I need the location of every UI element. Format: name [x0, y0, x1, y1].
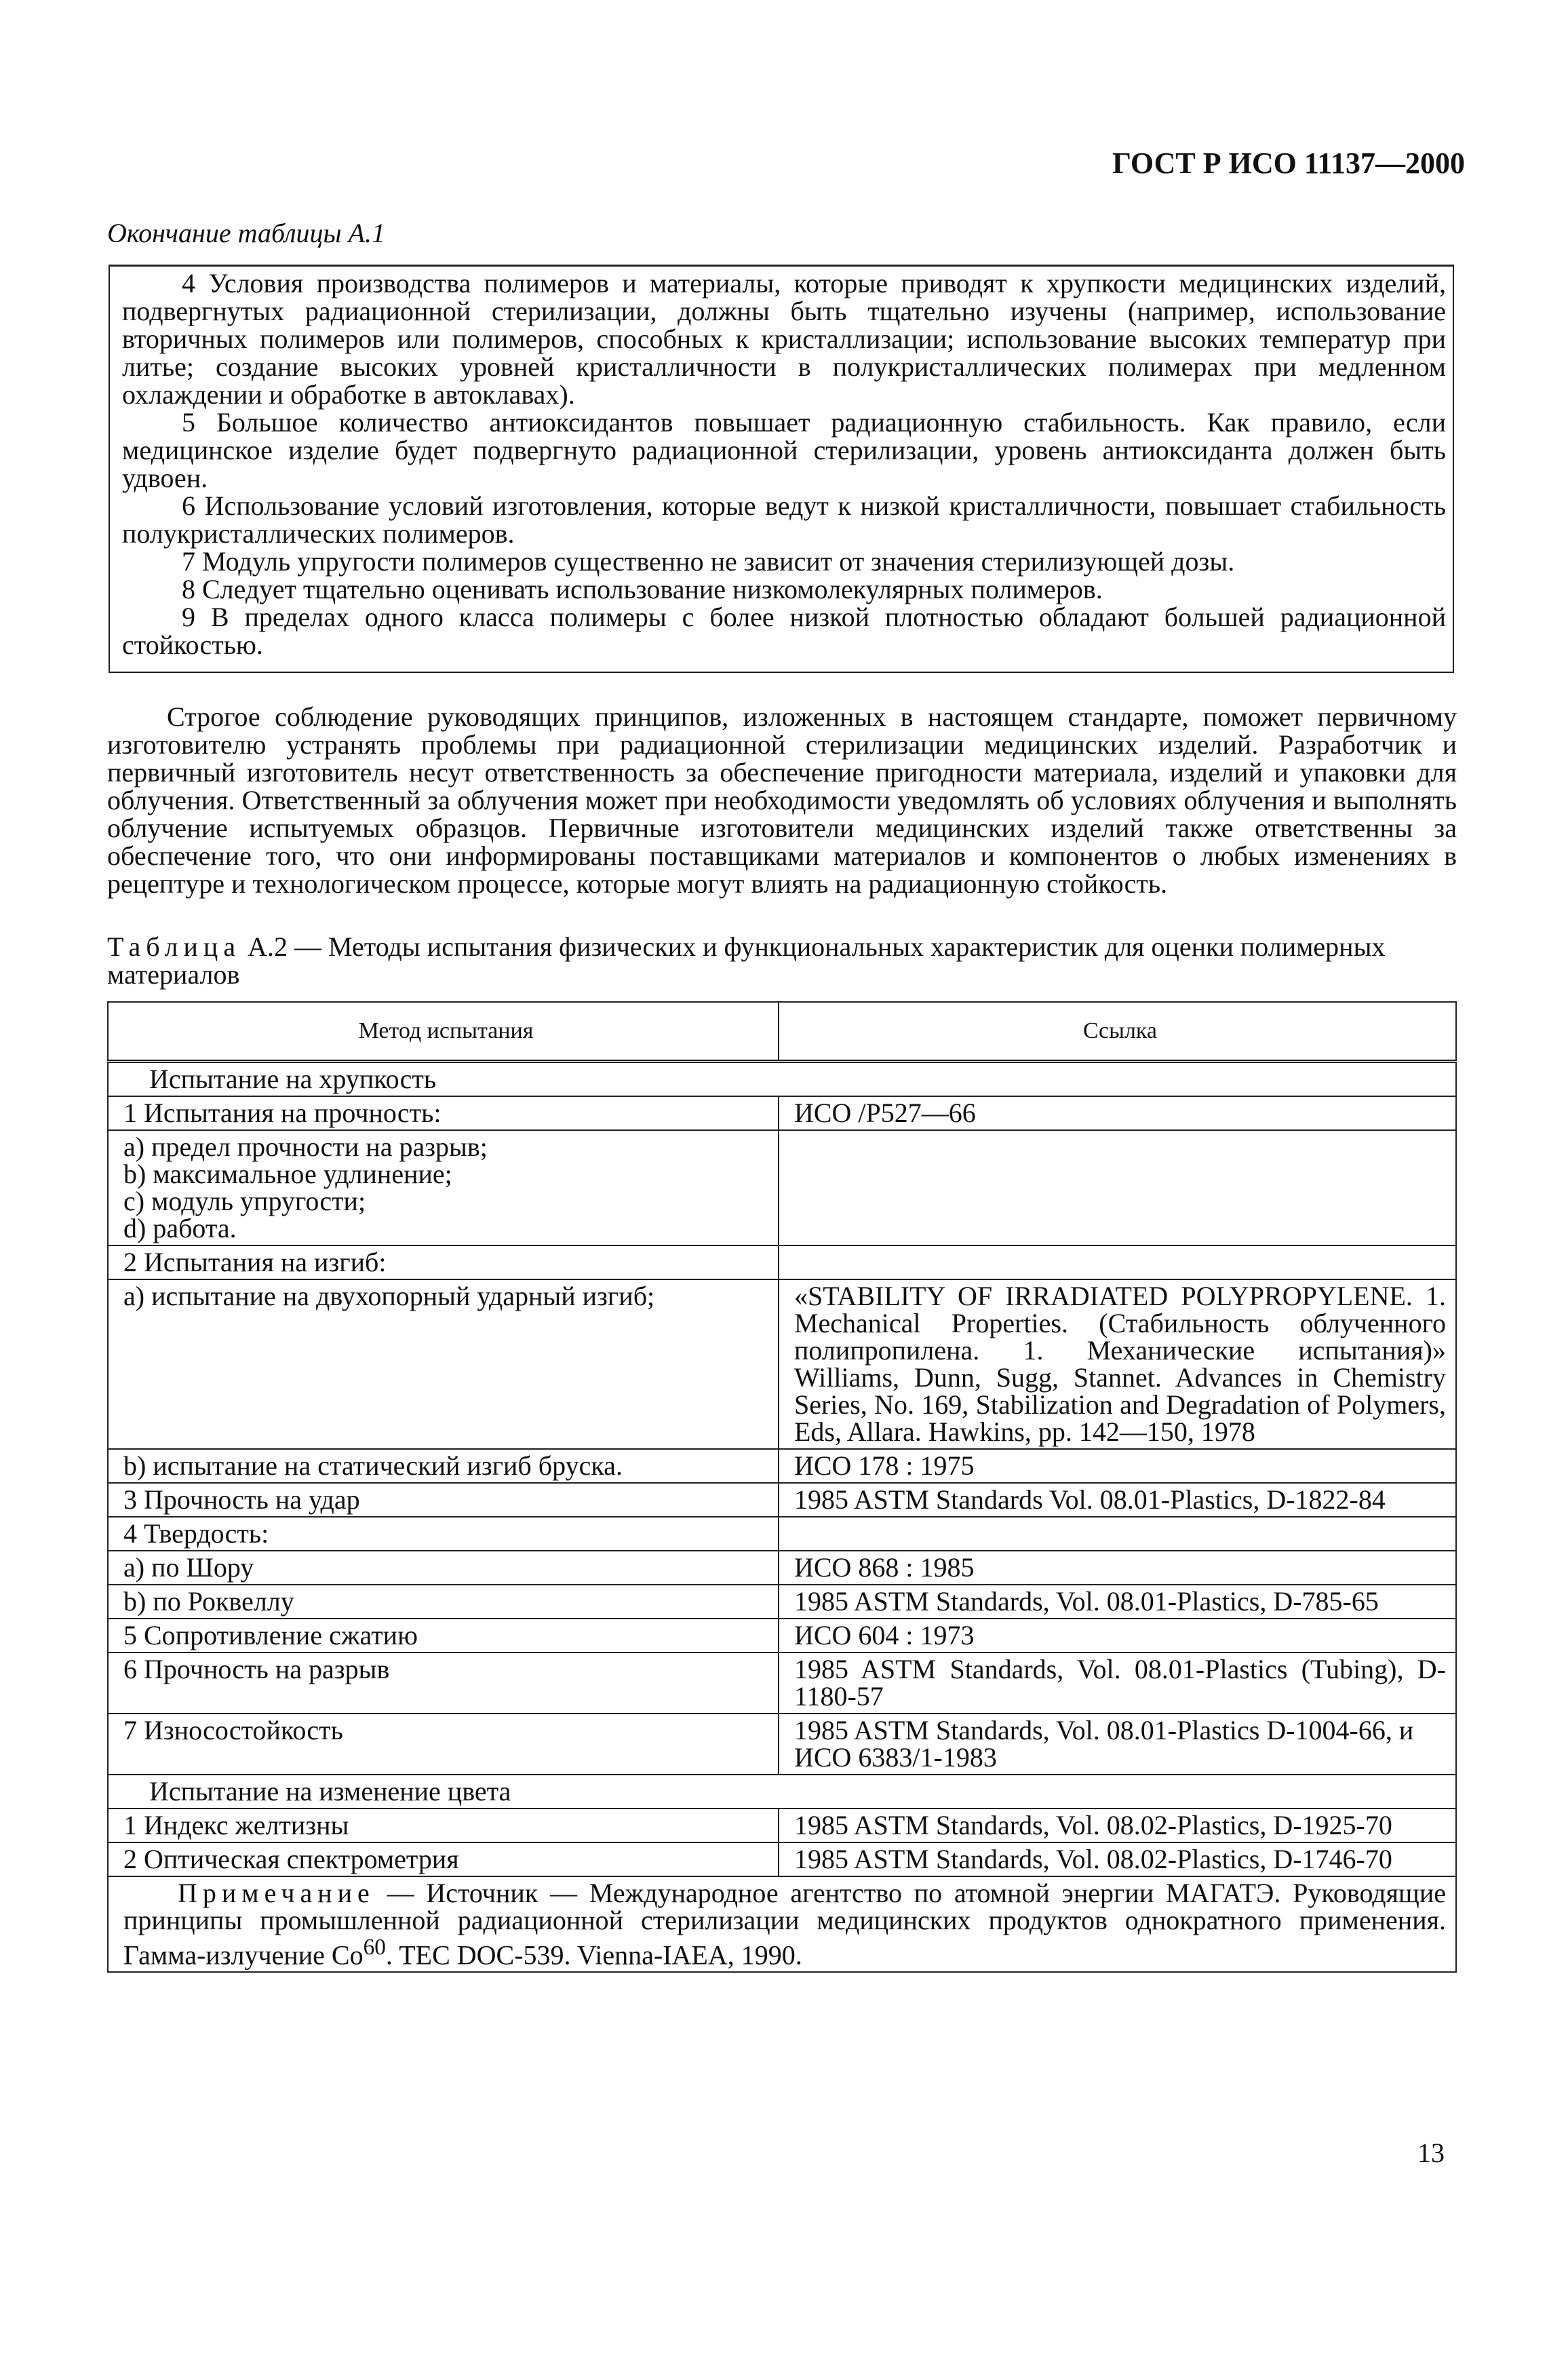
table-row [108, 1517, 1456, 1551]
table-row [108, 1096, 1456, 1130]
section-title: Испытание на изменение цвета [108, 1775, 1456, 1809]
note-item-4: 4 Условия производства полимеров и материалы, которые приводят к хрупкости медицинских изделий, подвергнутых радиационной стерилизации, должны быть тщательно изучены (например, использование вторичных полимеров или полимеров, способных к кристаллизации; использование высоких температур при литье; создание высоких уровней кристалличности в полукристаллических полимерах при медленном охлаждении и обработке в автоклавах). [122, 268, 1446, 410]
reference-cell: 1985 ASTM Standards, Vol. 08.01-Plastics (Tubing), D-1180-57 [779, 1652, 1456, 1714]
reference-cell: 1985 ASTM Standards, Vol. 08.01-Plastics, D-785-65 [779, 1585, 1456, 1619]
reference-cell: ИСО 868 : 1985 [779, 1551, 1456, 1585]
reference-cell [779, 1130, 1456, 1245]
document-code-header: ГОСТ Р ИСО 11137—2000 [1112, 147, 1465, 180]
method-cell: 6 Прочность на разрыв [108, 1652, 779, 1714]
table-caption [107, 933, 1457, 988]
reference-cell: «STABILITY OF IRRADIATED POLYPROPYLENE. 1. Mechanical Properties. (Стабильность облученного полипропилена. 1. Механические испытания)» Williams, Dunn, Sugg, Stannet. Advances in Chemistry Series, No. 169, Stabilization and Degradation of Polymers, Eds, Allara. Hawkins, pp. 142—150, 1978 [779, 1279, 1456, 1449]
table-row [108, 1449, 1456, 1483]
method-cell: 5 Сопротивление сжатию [108, 1619, 779, 1652]
body-paragraph-text: Строгое соблюдение руководящих принципов, изложенных в настоящем стандарте, поможет первичному изготовителю устранять проблемы при радиационной стерилизации медицинских изделий. Разработчик и первичный изготовитель несут ответственность за обеспечение пригодности материала, изделий и упаковки для облучения. Ответственный за облучения может при необходимости уведомлять об условиях облучения и выполнять облучение испытуемых образцов. Первичные изготовители медицинских изделий также ответственны за обеспечение того, что они информированы поставщиками материалов и компонентов о любых изменениях в рецептуре и технологическом процессе, которые могут влиять на радиационную стойкость. [107, 701, 1457, 899]
note-item-8: 8 Следует тщательно оценивать использование низкомолекулярных полимеров. [182, 574, 1103, 604]
method-cell: b) по Роквеллу [108, 1585, 779, 1619]
table-row [108, 1619, 1456, 1652]
method-cell: 7 Износостойкость [108, 1714, 779, 1775]
method-cell: 3 Прочность на удар [108, 1483, 779, 1517]
method-cell: a) испытание на двухопорный ударный изгиб; [108, 1279, 779, 1449]
table-note [108, 1876, 1456, 1972]
reference-cell: 1985 ASTM Standards, Vol. 08.01-Plastics D-1004-66, и ИСО 6383/1-1983 [779, 1714, 1456, 1775]
column-header-method: Метод испытания [108, 1002, 779, 1062]
method-cell: 1 Испытания на прочность: [108, 1096, 779, 1130]
reference-cell: 1985 ASTM Standards Vol. 08.01-Plastics, D-1822-84 [779, 1483, 1456, 1517]
table-row [108, 1130, 1456, 1245]
table-continuation-label: Окончание таблицы А.1 [107, 218, 386, 248]
note-item-9: 9 В пределах одного класса полимеры с более низкой плотностью обладают большей радиационной стойкостью. [122, 602, 1446, 660]
table-row [108, 1652, 1456, 1714]
method-cell: 1 Индекс желтизны [108, 1809, 779, 1842]
sublist-item: a) предел прочности на разрыв; [123, 1132, 488, 1162]
methods-table [107, 1001, 1457, 1973]
table-row [108, 1809, 1456, 1842]
table-row [108, 1842, 1456, 1876]
method-cell-sublist [108, 1130, 779, 1245]
table-row [108, 1714, 1456, 1775]
table-row [108, 1483, 1456, 1517]
method-cell: 2 Оптическая спектрометрия [108, 1842, 779, 1876]
table-caption-label: Таблица [107, 931, 241, 962]
reference-cell: 1985 ASTM Standards, Vol. 08.02-Plastics, D-1925-70 [779, 1809, 1456, 1842]
section-row-color [108, 1775, 1456, 1809]
method-cell: 4 Твердость: [108, 1517, 779, 1551]
note-label: Примечание [178, 1878, 375, 1908]
note-superscript: 60 [363, 1935, 386, 1960]
page-number: 13 [1417, 2138, 1445, 2168]
column-header-reference: Ссылка [779, 1002, 1456, 1062]
section-row-brittleness [108, 1062, 1456, 1097]
reference-cell [779, 1517, 1456, 1551]
body-paragraph [107, 703, 1457, 897]
sublist-item: d) работа. [123, 1213, 237, 1243]
note-item-6: 6 Использование условий изготовления, которые ведут к низкой кристалличности, повышает стабильность полукристаллических полимеров. [122, 490, 1446, 549]
table-row [108, 1279, 1456, 1449]
method-cell: a) по Шору [108, 1551, 779, 1585]
method-cell: b) испытание на статический изгиб бруска. [108, 1449, 779, 1483]
reference-cell: ИСО 178 : 1975 [779, 1449, 1456, 1483]
reference-cell [779, 1245, 1456, 1279]
table-row [108, 1585, 1456, 1619]
note-item-7: 7 Модуль упругости полимеров существенно не зависит от значения стерилизующей дозы. [182, 546, 1235, 577]
notes-list [122, 269, 1446, 659]
table-note-row [108, 1876, 1456, 1972]
note-text: — Источник — Международное агентство по атомной энергии МАГАТЭ. Руководящие принципы промышленной радиационной стерилизации медицинских продуктов однократного применения. Гамма-излучение Co [123, 1878, 1447, 1971]
sublist-item: c) модуль упругости; [123, 1186, 366, 1216]
sublist-item: b) максимальное удлинение; [123, 1159, 452, 1189]
note-tail: . TEC DOC-539. Vienna-IAEA, 1990. [385, 1939, 802, 1971]
table-row [108, 1245, 1456, 1279]
table-header-row [108, 1002, 1456, 1062]
reference-cell: ИСО 604 : 1973 [779, 1619, 1456, 1652]
reference-cell: 1985 ASTM Standards, Vol. 08.02-Plastics, D-1746-70 [779, 1842, 1456, 1876]
table-row [108, 1551, 1456, 1585]
table-caption-text: А.2 — Методы испытания физических и функциональных характеристик для оценки полимерных материалов [107, 931, 1386, 990]
notes-box [109, 265, 1454, 673]
section-title: Испытание на хрупкость [108, 1062, 1456, 1097]
note-item-5: 5 Большое количество антиоксидантов повышает радиационную стабильность. Как правило, если медицинское изделие будет подвергнуто радиационной стерилизации, уровень антиоксиданта должен быть удвоен. [122, 407, 1446, 493]
reference-cell: ИСО /Р527—66 [779, 1096, 1456, 1130]
method-cell: 2 Испытания на изгиб: [108, 1245, 779, 1279]
